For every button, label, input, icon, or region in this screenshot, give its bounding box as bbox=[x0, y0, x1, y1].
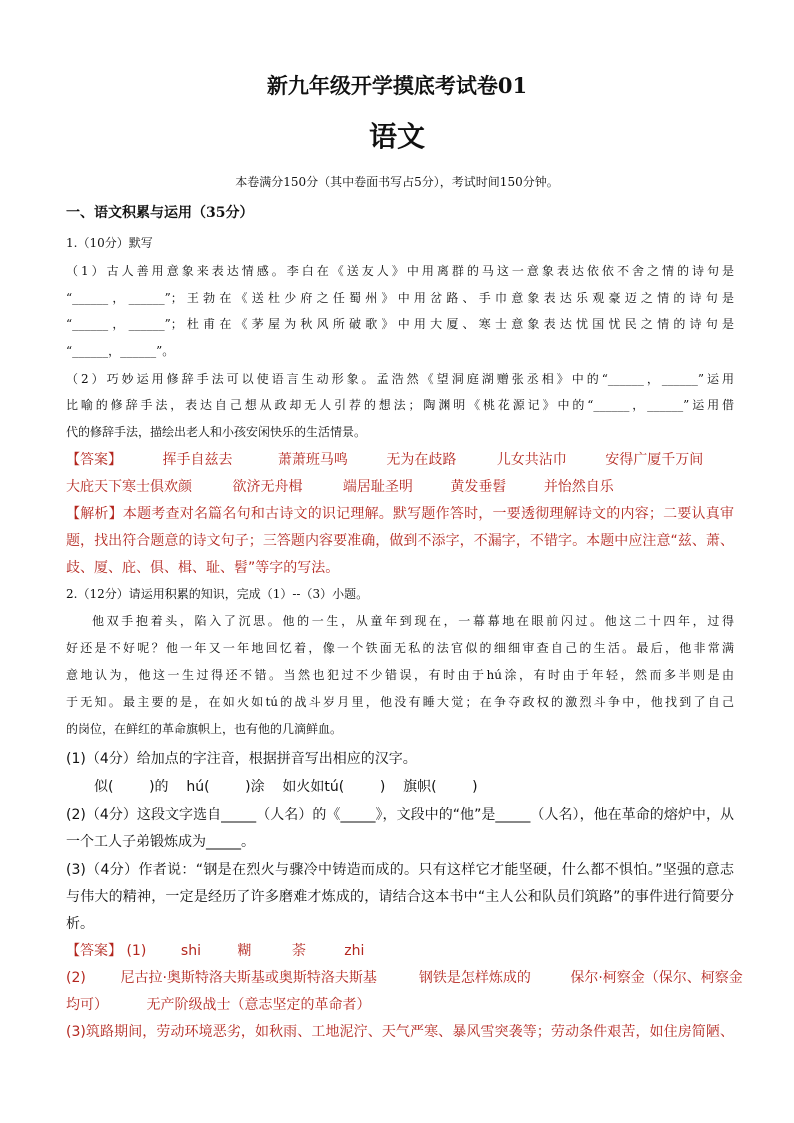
exam-note: 本卷满分150分（其中卷面书写占5分），考试时间150分钟。 bbox=[235, 175, 559, 189]
answer-item: 黄发垂髫 bbox=[450, 479, 507, 495]
q2-passage-line: 的岗位，在鲜红的革命旗帜上，也有他的几滴鲜血。 bbox=[66, 722, 343, 736]
q2-answer-row bbox=[66, 967, 743, 987]
q1-heading: 1.（10分）默写 bbox=[66, 236, 153, 250]
answer-item: 挥手自兹去 bbox=[162, 452, 233, 468]
q2-heading: 2.（12分）请运用积累的知识，完成（1）--（3）小题。 bbox=[66, 587, 369, 601]
q2-sub3: (3)（4分）作者说：“钢是在烈火与骤冷中铸造而成的。只有这样它才能坚硬，什么都不惧怕。”坚强的意志 bbox=[66, 862, 734, 878]
answer-item: 糊 bbox=[237, 943, 252, 959]
answer-item: 尼古拉·奥斯特洛夫斯基或奥斯特洛夫斯基 bbox=[120, 970, 377, 986]
answer-item: 荼 bbox=[291, 943, 306, 959]
answer-item: 均可） bbox=[66, 997, 108, 1013]
q1-line: “______，______”；杜甫在《茅屋为秋风所破歌》中用大厦、寒士意象表达忧国忧民之情的诗句是 bbox=[66, 317, 734, 331]
answer-item: 无产阶级战士（意志坚定的革命者） bbox=[146, 997, 371, 1013]
answer-item: 大庇天下寒士俱欢颜 bbox=[66, 479, 192, 495]
exam-title: 新九年级开学摸底考试卷01 bbox=[266, 73, 528, 98]
q2-passage-line: 意地认为，他这一生过得还不错。当然也犯过不少错误，有时由于hú涂，有时由于年轻，然而多半则是由 bbox=[66, 668, 734, 682]
answer-item: zhi bbox=[344, 943, 365, 959]
q2-sub1: (1)（4分）给加点的字注音，根据拼音写出相应的汉字。 bbox=[66, 751, 417, 767]
subject-title: 语文 bbox=[368, 120, 425, 153]
q2-sub2: (2)（4分）这段文字选自_____（人名）的《_____》，文段中的“他”是_____（人名），他在革命的熔炉中，从 bbox=[66, 807, 734, 823]
answer-item: 儿女共沾巾 bbox=[496, 452, 567, 468]
q2-sub3: 与伟大的精神，一定是经历了许多磨难才炼成的，请结合这本书中“主人公和队员们筑路”的事件进行简要分 bbox=[66, 889, 734, 905]
answer-item: 欲济无舟楫 bbox=[232, 479, 303, 495]
answer-label: 【答案】 bbox=[66, 943, 122, 959]
q2-sub2: 一个工人子弟锻炼成为_____。 bbox=[66, 834, 255, 850]
q1-analysis-line: 歧、厦、庇、俱、楫、耻、髫”等字的写法。 bbox=[66, 560, 340, 576]
q1-line: 代的修辞手法，描绘出老人和小孩安闲快乐的生活情景。 bbox=[66, 425, 367, 439]
q1-line: （1）古人善用意象来表达情感。李白在《送友人》中用离群的马这一意象表达依依不舍之情的诗句是 bbox=[66, 264, 734, 278]
answer-item: 钢铁是怎样炼成的 bbox=[418, 970, 531, 986]
answer-item: 安得广厦千万间 bbox=[605, 452, 704, 468]
q1-analysis-line: 题，找出符合题意的诗文句子；三答题内容要准确，做到不添字，不漏字，不错字。本题中应注意“兹、萧、 bbox=[66, 533, 734, 549]
q2-passage-line: 他双手抱着头，陷入了沉思。他的一生，从童年到现在，一幕幕地在眼前闪过。他这二十四年，过得 bbox=[92, 614, 734, 628]
q2-answer-row bbox=[66, 940, 364, 960]
answer-item: 无为在歧路 bbox=[386, 452, 457, 468]
q1-line: “______，______”；王勃在《送杜少府之任蜀州》中用岔路、手巾意象表达乐观豪迈之情的诗句是 bbox=[66, 291, 734, 305]
q1-line: （2）巧妙运用修辞手法可以使语言生动形象。孟浩然《望洞庭湖赠张丞相》中的“______，______”运用 bbox=[66, 372, 734, 386]
q2-answer-row bbox=[66, 994, 370, 1014]
answer-item: 端居耻圣明 bbox=[342, 479, 413, 495]
q1-line: “______，______”。 bbox=[66, 344, 175, 358]
q2-sub1-items: 似( )的 hú( )涂 如火如tú( ) 旗帜( ) bbox=[94, 779, 478, 795]
answer-item: 保尔·柯察金（保尔、柯察金 bbox=[570, 970, 743, 986]
section-heading: 一、语文积累与运用（35分） bbox=[66, 205, 254, 221]
q1-answer-row bbox=[66, 449, 703, 469]
answer-number: (1) bbox=[126, 943, 147, 959]
q2-answer-line: (3)筑路期间，劳动环境恶劣，如秋雨、工地泥泞、天气严寒、暴风雪突袭等；劳动条件艰苦，如住房简陋、 bbox=[66, 1024, 734, 1040]
answer-number: (2) bbox=[66, 970, 86, 986]
q2-passage-line: 于无知。最主要的是，在如火如tú的战斗岁月里，他没有睡大觉；在争夺政权的激烈斗争中，他找到了自己 bbox=[66, 695, 734, 709]
q1-analysis-line: 【解析】本题考查对名篇名句和古诗文的识记理解。默写题作答时，一要透彻理解诗文的内容；二要认真审 bbox=[66, 506, 734, 522]
q2-sub3: 析。 bbox=[66, 916, 94, 932]
q1-answer-row bbox=[66, 476, 614, 496]
q2-passage-line: 好还是不好呢？他一年又一年地回忆着，像一个铁面无私的法官似的细细审查自己的生活。最后，他非常满 bbox=[66, 641, 734, 655]
answer-item: shi bbox=[180, 943, 201, 959]
q1-line: 比喻的修辞手法，表达自己想从政却无人引荐的想法；陶渊明《桃花源记》中的“______，______”运用借 bbox=[66, 398, 734, 412]
answer-label: 【答案】 bbox=[66, 452, 122, 468]
answer-item: 并怡然自乐 bbox=[543, 479, 614, 495]
answer-item: 萧萧班马鸣 bbox=[277, 452, 348, 468]
